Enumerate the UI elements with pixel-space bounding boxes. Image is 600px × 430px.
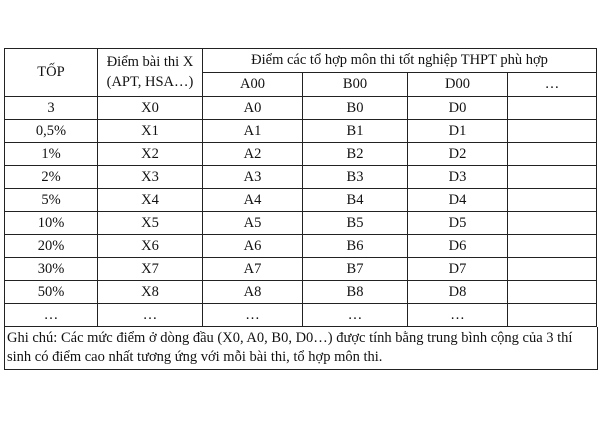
cell-more: [508, 212, 597, 235]
cell-a: A2: [203, 143, 303, 166]
cell-a: A4: [203, 189, 303, 212]
cell-x: X7: [98, 258, 203, 281]
cell-b: B7: [303, 258, 408, 281]
cell-a: A7: [203, 258, 303, 281]
header-top: TỐP: [5, 49, 98, 97]
table-row: [5, 212, 597, 235]
table-row: [5, 235, 597, 258]
cell-b: B6: [303, 235, 408, 258]
cell-x: X5: [98, 212, 203, 235]
cell-a: A8: [203, 281, 303, 304]
table-body: [5, 97, 597, 327]
cell-top: 50%: [5, 281, 98, 304]
cell-b: B2: [303, 143, 408, 166]
cell-b: B8: [303, 281, 408, 304]
table-row: [5, 189, 597, 212]
header-more: …: [508, 73, 597, 97]
cell-more: [508, 281, 597, 304]
cell-x: X8: [98, 281, 203, 304]
cell-d: D8: [408, 281, 508, 304]
cell-x: X3: [98, 166, 203, 189]
cell-more: [508, 258, 597, 281]
cell-top: 2%: [5, 166, 98, 189]
header-a00: A00: [203, 73, 303, 97]
cell-top: 10%: [5, 212, 98, 235]
cell-top: 5%: [5, 189, 98, 212]
header-d00: D00: [408, 73, 508, 97]
cell-d: D5: [408, 212, 508, 235]
cell-d: D2: [408, 143, 508, 166]
cell-more: [508, 166, 597, 189]
score-table-container: [4, 48, 596, 370]
cell-top: 30%: [5, 258, 98, 281]
cell-more: [508, 120, 597, 143]
cell-b: B5: [303, 212, 408, 235]
cell-x: X2: [98, 143, 203, 166]
cell-a: A0: [203, 97, 303, 120]
table-row: [5, 258, 597, 281]
cell-more: [508, 189, 597, 212]
table-row: [5, 143, 597, 166]
header-score-x-line1: Điểm bài thi X: [106, 54, 194, 70]
cell-b: …: [303, 304, 408, 327]
cell-d: …: [408, 304, 508, 327]
score-table: [4, 48, 597, 327]
header-score-x-line2: (APT, HSA…): [106, 74, 194, 90]
cell-x: X4: [98, 189, 203, 212]
cell-d: D0: [408, 97, 508, 120]
cell-a: A6: [203, 235, 303, 258]
cell-top: 20%: [5, 235, 98, 258]
cell-top: 3: [5, 97, 98, 120]
cell-d: D6: [408, 235, 508, 258]
cell-top: 0,5%: [5, 120, 98, 143]
table-row: [5, 97, 597, 120]
cell-b: B4: [303, 189, 408, 212]
cell-a: A3: [203, 166, 303, 189]
table-row: [5, 304, 597, 327]
cell-x: X6: [98, 235, 203, 258]
cell-a: A1: [203, 120, 303, 143]
header-score-x: [98, 49, 203, 97]
cell-x: X0: [98, 97, 203, 120]
cell-d: D1: [408, 120, 508, 143]
cell-d: D7: [408, 258, 508, 281]
cell-b: B0: [303, 97, 408, 120]
cell-x: …: [98, 304, 203, 327]
cell-more: [508, 304, 597, 327]
footnote: Ghi chú: Các mức điểm ở dòng đầu (X0, A0, B0, D0…) được tính bằng trung bình cộng của 3 thí sinh có điểm cao nhất tương ứng với mỗi bài thi, tổ hợp môn thi.: [4, 327, 598, 370]
table-row: [5, 166, 597, 189]
cell-more: [508, 97, 597, 120]
cell-d: D4: [408, 189, 508, 212]
cell-a: …: [203, 304, 303, 327]
header-b00: B00: [303, 73, 408, 97]
cell-top: 1%: [5, 143, 98, 166]
cell-b: B3: [303, 166, 408, 189]
cell-b: B1: [303, 120, 408, 143]
cell-more: [508, 235, 597, 258]
cell-more: [508, 143, 597, 166]
cell-x: X1: [98, 120, 203, 143]
table-header: [5, 49, 597, 97]
cell-top: …: [5, 304, 98, 327]
header-group: Điểm các tổ hợp môn thi tốt nghiệp THPT phù hợp: [203, 49, 597, 73]
table-row: [5, 120, 597, 143]
cell-d: D3: [408, 166, 508, 189]
table-row: [5, 281, 597, 304]
cell-a: A5: [203, 212, 303, 235]
